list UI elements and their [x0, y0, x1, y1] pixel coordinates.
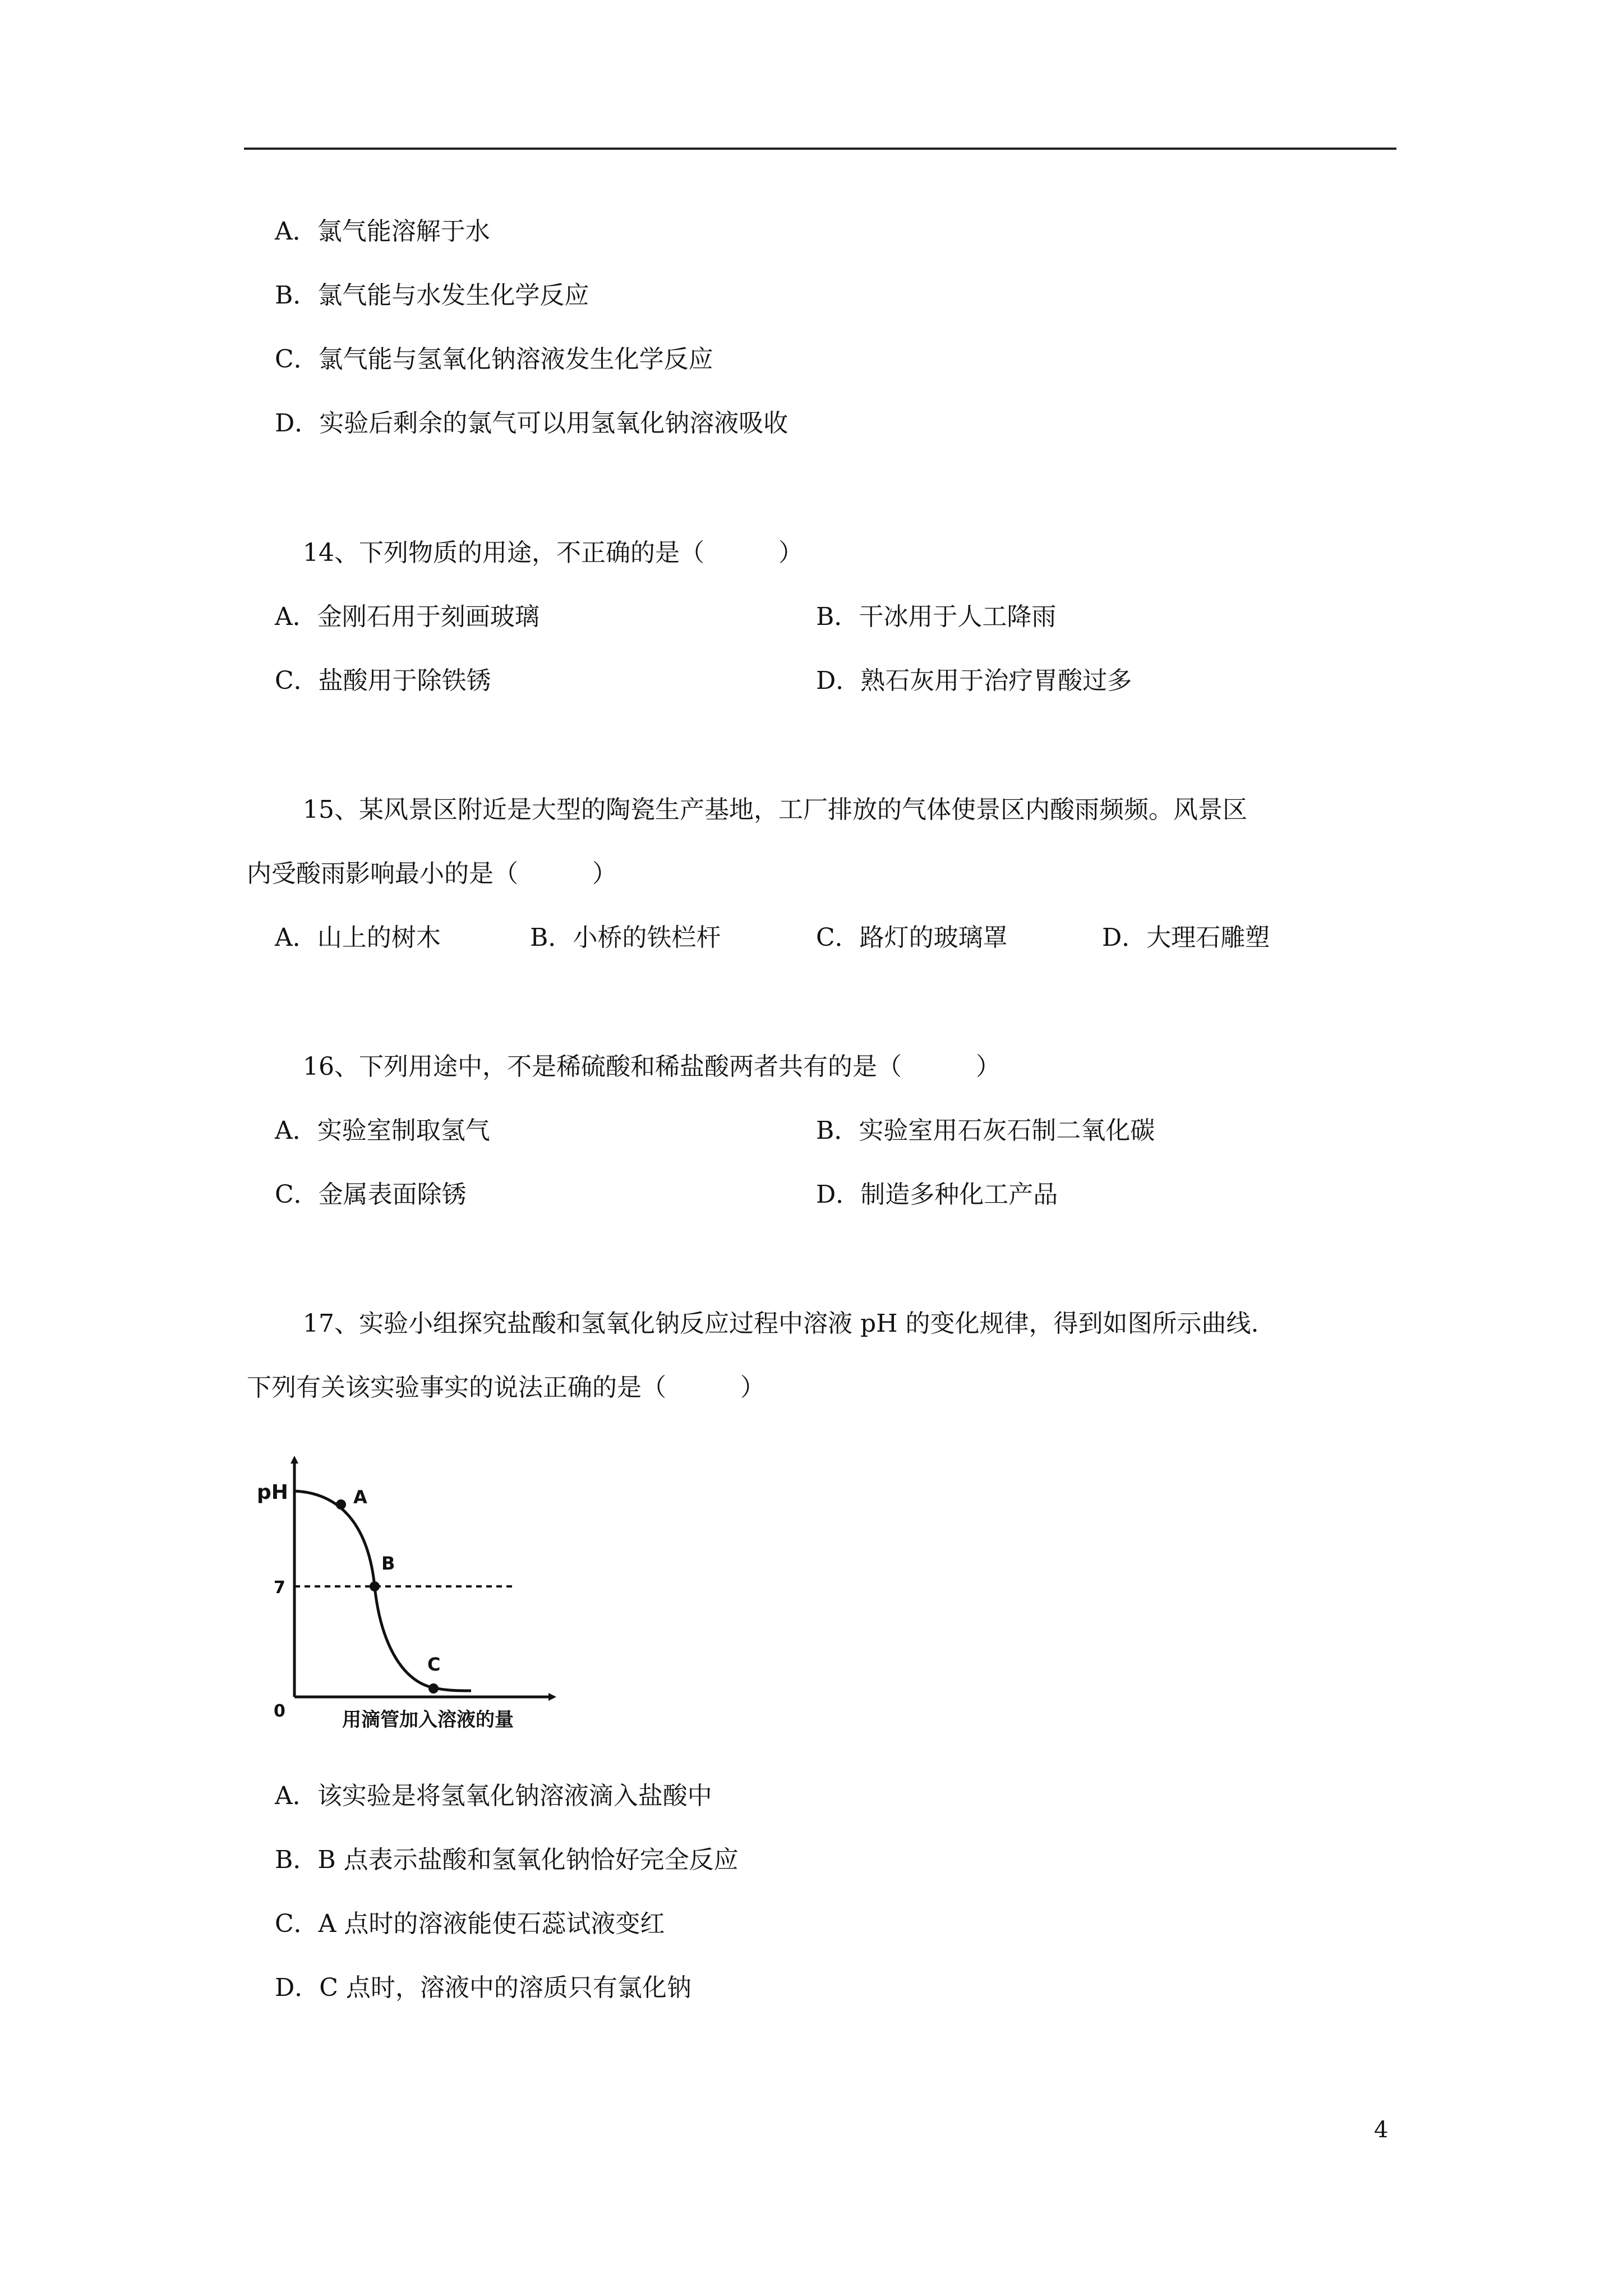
q17-stem-line1: 17、实验小组探究盐酸和氢氧化钠反应过程中溶液 pH 的变化规律，得到如图所示曲线. [303, 1309, 1259, 1338]
point-c-marker [428, 1683, 439, 1694]
ph-curve-svg [247, 1447, 572, 1739]
q16-option-d: D．制造多种化工产品 [816, 1180, 1058, 1209]
q14-option-c: C．盐酸用于除铁锈 [275, 666, 491, 695]
q13-option-d: D．实验后剩余的氯气可以用氢氧化钠溶液吸收 [275, 409, 789, 438]
tick-label-7: 7 [274, 1578, 285, 1598]
ph-curve-figure [247, 1447, 572, 1739]
point-b-label: B [381, 1553, 395, 1574]
q13-option-c: C．氯气能与氢氧化钠溶液发生化学反应 [275, 345, 713, 374]
q15-option-a: A．山上的树木 [275, 923, 441, 952]
header-rule [244, 148, 1396, 150]
x-axis-label: 用滴管加入溶液的量 [342, 1709, 514, 1731]
q14-option-d: D．熟石灰用于治疗胃酸过多 [816, 666, 1132, 695]
q14-stem: 14、下列物质的用途，不正确的是（ ） [303, 539, 803, 567]
point-c-label: C [427, 1654, 441, 1675]
q15-option-c: C．路灯的玻璃罩 [816, 923, 1008, 952]
q14-option-a: A．金刚石用于刻画玻璃 [275, 602, 540, 631]
point-a-label: A [353, 1487, 367, 1508]
point-b-marker [370, 1581, 380, 1591]
q15-option-d: D．大理石雕塑 [1102, 923, 1270, 952]
q13-option-a: A．氯气能溶解于水 [275, 217, 490, 246]
q16-option-b: B．实验室用石灰石制二氧化碳 [816, 1116, 1155, 1145]
point-a-marker [336, 1499, 346, 1510]
q13-option-b: B．氯气能与水发生化学反应 [275, 281, 589, 310]
q17-option-b: B．B 点表示盐酸和氢氧化钠恰好完全反应 [275, 1846, 739, 1874]
q17-option-d: D．C 点时，溶液中的溶质只有氯化钠 [275, 1973, 691, 2002]
q15-stem-line1: 15、某风景区附近是大型的陶瓷生产基地，工厂排放的气体使景区内酸雨频频。风景区 [303, 795, 1247, 824]
origin-label: 0 [274, 1701, 285, 1721]
q16-stem: 16、下列用途中，不是稀硫酸和稀盐酸两者共有的是（ ） [303, 1052, 1000, 1081]
q15-option-b: B．小桥的铁栏杆 [530, 923, 721, 952]
q16-option-a: A．实验室制取氢气 [275, 1116, 490, 1145]
page-number: 4 [1374, 2117, 1389, 2143]
q17-stem-line2: 下列有关该实验事实的说法正确的是（ ） [247, 1373, 765, 1402]
q14-option-b: B．干冰用于人工降雨 [816, 602, 1057, 631]
ph-curve [294, 1491, 471, 1691]
q15-stem-line2: 内受酸雨影响最小的是（ ） [247, 859, 617, 888]
q17-option-a: A．该实验是将氢氧化钠溶液滴入盐酸中 [275, 1782, 712, 1810]
y-axis-label: pH [257, 1481, 288, 1504]
q16-option-c: C．金属表面除锈 [275, 1180, 467, 1209]
q17-option-c: C．A 点时的溶液能使石蕊试液变红 [275, 1910, 665, 1938]
